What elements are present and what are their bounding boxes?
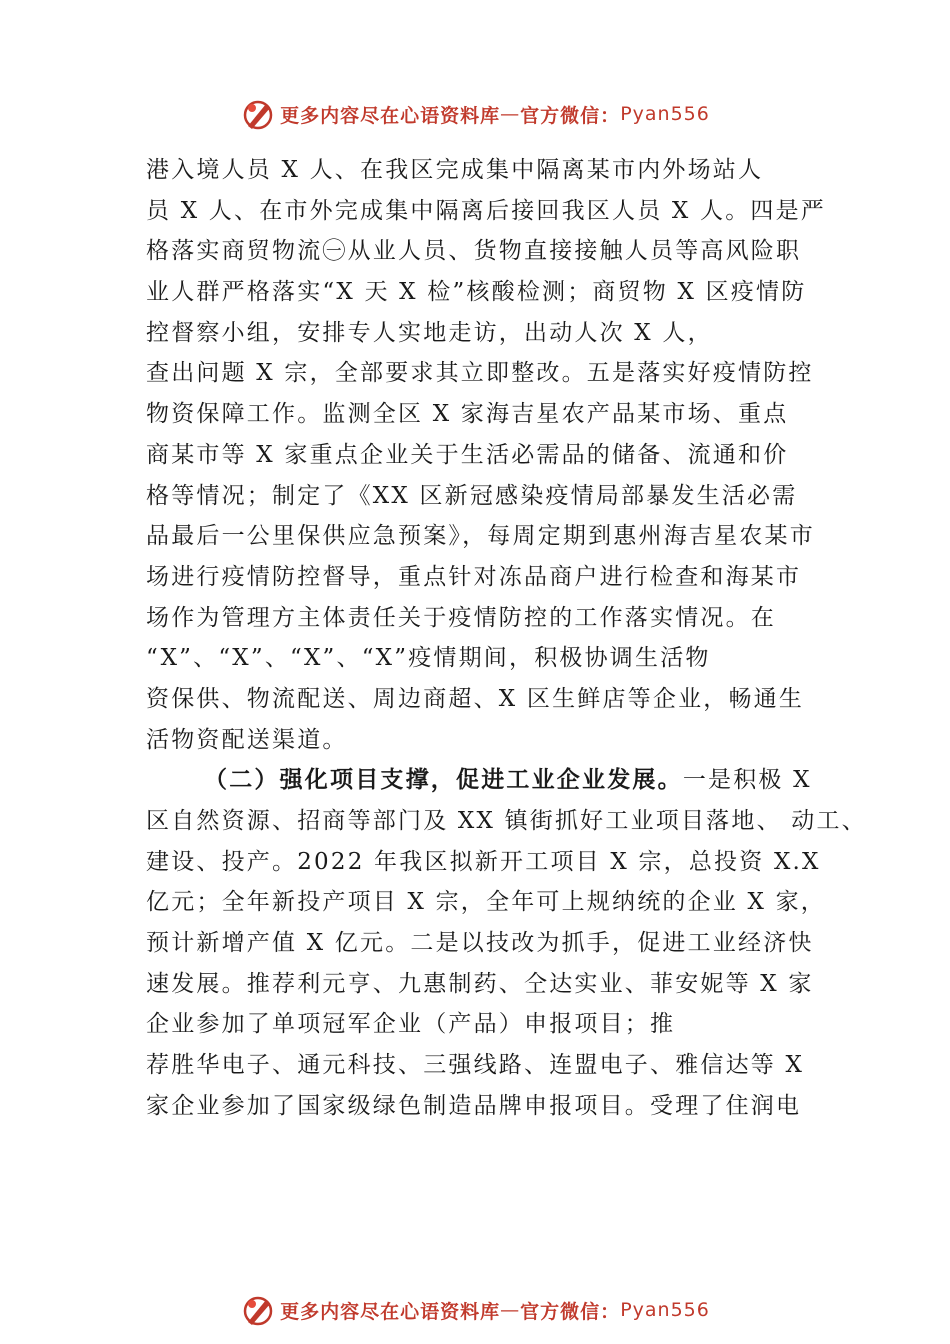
pen-nib-logo-icon: [240, 1292, 276, 1328]
body-line: 格落实商贸物流㊀从业人员、货物直接接触人员等高风险职: [146, 238, 802, 265]
body-line: 场进行疫情防控督导，重点针对冻品商户进行检查和海某市: [146, 563, 802, 590]
body-line: 企业参加了单项冠军企业（产品）申报项目；推: [146, 1011, 676, 1038]
section-heading-rest: 一是积极 X: [682, 767, 812, 794]
body-line: 区自然资源、招商等部门及 XX 镇街抓好工业项目落地、 动工、: [146, 808, 867, 834]
body-line: “X”、“X”、“X”、“X”疫情期间，积极协调生活物: [146, 645, 711, 672]
banner-wechat-id: Pyan556: [620, 103, 710, 125]
body-line: 速发展。推荐利元亨、九惠制药、仝达实业、菲安妮等 X 家: [146, 970, 814, 997]
body-line: 预计新增产值 X 亿元。二是以技改为抓手，促进工业经济快: [146, 930, 814, 957]
banner-wechat-label: 官方微信：: [520, 1300, 621, 1323]
body-line: 商某市等 X 家重点企业关于生活必需品的储备、流通和价: [146, 441, 789, 468]
body-line: 港入境人员 X 人、在我区完成集中隔离某市内外场站人: [146, 157, 764, 183]
banner-wechat-id: Pyan556: [620, 1299, 710, 1321]
footer-banner: [0, 1290, 950, 1330]
banner-separator: —: [500, 103, 521, 125]
body-line: 资保供、物流配送、周边商超、X 区生鲜店等企业，畅通生: [146, 685, 805, 712]
section-heading: （二）强化项目支撑，促进工业企业发展。: [204, 766, 683, 794]
body-line: 场作为管理方主体责任关于疫情防控的工作落实情况。在: [146, 604, 776, 631]
body-line: 业人群严格落实“X 天 X 检”核酸检测；商贸物 X 区疫情防: [146, 279, 807, 306]
body-line: 建设、投产。2022 年我区拟新开工项目 X 宗，总投资 X.X: [146, 848, 821, 875]
banner-brand: 更多内容尽在心语资料库: [280, 1300, 501, 1323]
body-line: 亿元；全年新投产项目 X 宗，全年可上规纳统的企业 X 家，: [146, 889, 826, 916]
section-heading-line: [146, 760, 826, 801]
banner-separator: —: [500, 1299, 521, 1321]
document-body: [146, 150, 867, 1127]
body-line: 物资保障工作。监测全区 X 家海吉星农产品某市场、重点: [146, 401, 789, 428]
body-line: 品最后一公里保供应急预案》，每周定期到惠州海吉星农某市: [146, 523, 815, 550]
body-line: 格等情况；制定了《XX 区新冠感染疫情局部暴发生活必需: [146, 482, 798, 509]
body-line: 查出问题 X 宗，全部要求其立即整改。五是落实好疫情防控: [146, 360, 814, 387]
header-banner: [0, 94, 950, 134]
body-line: 员 X 人、在市外完成集中隔离后接回我区人员 X 人。四是严: [146, 197, 826, 224]
body-line: 活物资配送渠道。: [146, 726, 348, 753]
pen-nib-logo-icon: [240, 96, 276, 132]
body-line: 荐胜华电子、通元科技、三强线路、连盟电子、雅信达等 X: [146, 1052, 805, 1079]
body-line: 控督察小组，安排专人实地走访，出动人次 X 人，: [146, 319, 713, 346]
body-line: 家企业参加了国家级绿色制造品牌申报项目。受理了住润电: [146, 1092, 802, 1119]
banner-brand: 更多内容尽在心语资料库: [280, 104, 501, 127]
banner-wechat-label: 官方微信：: [520, 104, 621, 127]
